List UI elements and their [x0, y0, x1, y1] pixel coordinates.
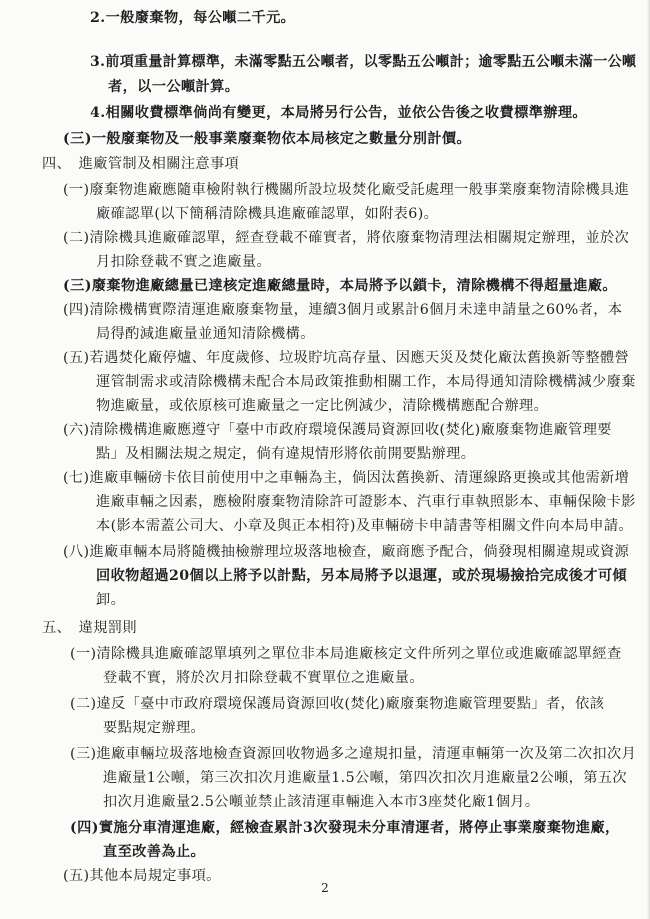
text-line: 3.前項重量計算標準，未滿零點五公噸者，以零點五公噸計；逾零點五公噸未滿一公噸 — [90, 54, 637, 70]
text-line: 2.一般廢棄物，每公噸二千元。 — [90, 10, 296, 26]
text-line: (二)違反「臺中市政府環境保護局資源回收(焚化)廠廢棄物進廠管理要點」者，依該 — [70, 696, 605, 712]
text-line: 進廠車輛之因素，應檢附廢棄物清除許可證影本、汽車行車執照影本、車輛保險卡影 — [96, 494, 636, 510]
text-line: (四)清除機構實際清運進廠廢棄物量，連續3個月或累計6個月未達申請量之60%者，本 — [63, 302, 623, 318]
text-line: (五)其他本局規定事項。 — [63, 868, 221, 884]
text-line: 點」及相關法規之規定，倘有違規情形將依前開要點辦理。 — [96, 446, 476, 462]
text-line: 4.相關收費標準倘尚有變更，本局將另行公告，並依公告後之收費標準辦理。 — [90, 105, 588, 121]
text-line: (六)清除機構進廠應遵守「臺中市政府環境保護局資源回收(焚化)廠廢棄物進廠管理要 — [63, 422, 612, 438]
text-line: 要點規定辦理。 — [103, 720, 206, 736]
text-line: 進廠量1公噸，第三次扣次月進廠量1.5公噸，第四次扣次月進廠量2公噸，第五次 — [103, 770, 628, 786]
text-line: (七)進廠車輛磅卡依目前使用中之車輛為主，倘因汰舊換新、清運線路更換或其他需新增 — [63, 470, 630, 486]
text-line: 直至改善為止。 — [103, 844, 206, 860]
text-line: 運管制需求或清除機構未配合本局政策推動相關工作，本局得通知清除機構減少廢棄 — [96, 374, 636, 390]
text-line: 五、 違規罰則 — [42, 620, 138, 636]
text-line: 廠確認單(以下簡稱清除機具進廠確認單，如附表6)。 — [96, 206, 439, 222]
text-line: (三)廢棄物進廠總量已達核定進廠總量時，本局將予以鎖卡，清除機構不得超量進廠。 — [63, 278, 617, 294]
text-line: 卸。 — [96, 592, 126, 608]
text-line: 四、 進廠管制及相關注意事項 — [42, 156, 240, 172]
text-line: (三)進廠車輛垃圾落地檢查資源回收物過多之違規扣量，清運車輛第一次及第二次扣次月 — [70, 746, 637, 762]
text-line: (八)進廠車輛本局將隨機抽檢辦理垃圾落地檢查，廠商應予配合，倘發現相關違規或資源 — [63, 544, 630, 560]
text-line: (三)一般廢棄物及一般事業廢棄物依本局核定之數量分別計價。 — [63, 131, 472, 147]
text-line: (四)實施分車清運進廠，經檢查累計3次發現未分車清運者，將停止事業廢棄物進廠， — [70, 820, 620, 836]
text-line: (一)清除機具進廠確認單填列之單位非本局進廠核定文件所列之單位或進廠確認單經查 — [70, 646, 622, 662]
text-line: 登載不實，將於次月扣除登載不實單位之進廠量。 — [103, 670, 424, 686]
text-line: 月扣除登載不實之進廠量。 — [96, 254, 272, 270]
text-line: 本(影本需蓋公司大、小章及與正本相符)及車輛磅卡申請書等相關文件向本局申請。 — [96, 518, 634, 534]
text-line: 者，以一公噸計算。 — [108, 79, 240, 95]
text-line: 扣次月進廠量2.5公噸並禁止該清運車輛進入本市3座焚化廠1個月。 — [103, 794, 540, 810]
text-line: (一)廢棄物進廠應隨車檢附執行機關所設垃圾焚化廠受託處理一般事業廢棄物清除機具進 — [63, 182, 630, 198]
page-number: 2 — [321, 881, 329, 895]
text-line: 回收物超過20個以上將予以計點，另本局將予以退運，或於現場撿拾完成後才可傾 — [96, 568, 628, 584]
text-line: (二)清除機具進廠確認單，經查登載不確實者，將依廢棄物清理法相關規定辦理，並於次 — [63, 230, 630, 246]
text-line: 局得酌減進廠量並通知清除機構。 — [96, 326, 315, 342]
text-line: 物進廠量，或依原核可進廠量之一定比例減少，清除機構應配合辦理。 — [96, 398, 549, 414]
text-line: (五)若遇焚化廠停爐、年度歲修、垃圾貯坑高存量、因應天災及焚化廠汰舊換新等整體營 — [63, 350, 630, 366]
